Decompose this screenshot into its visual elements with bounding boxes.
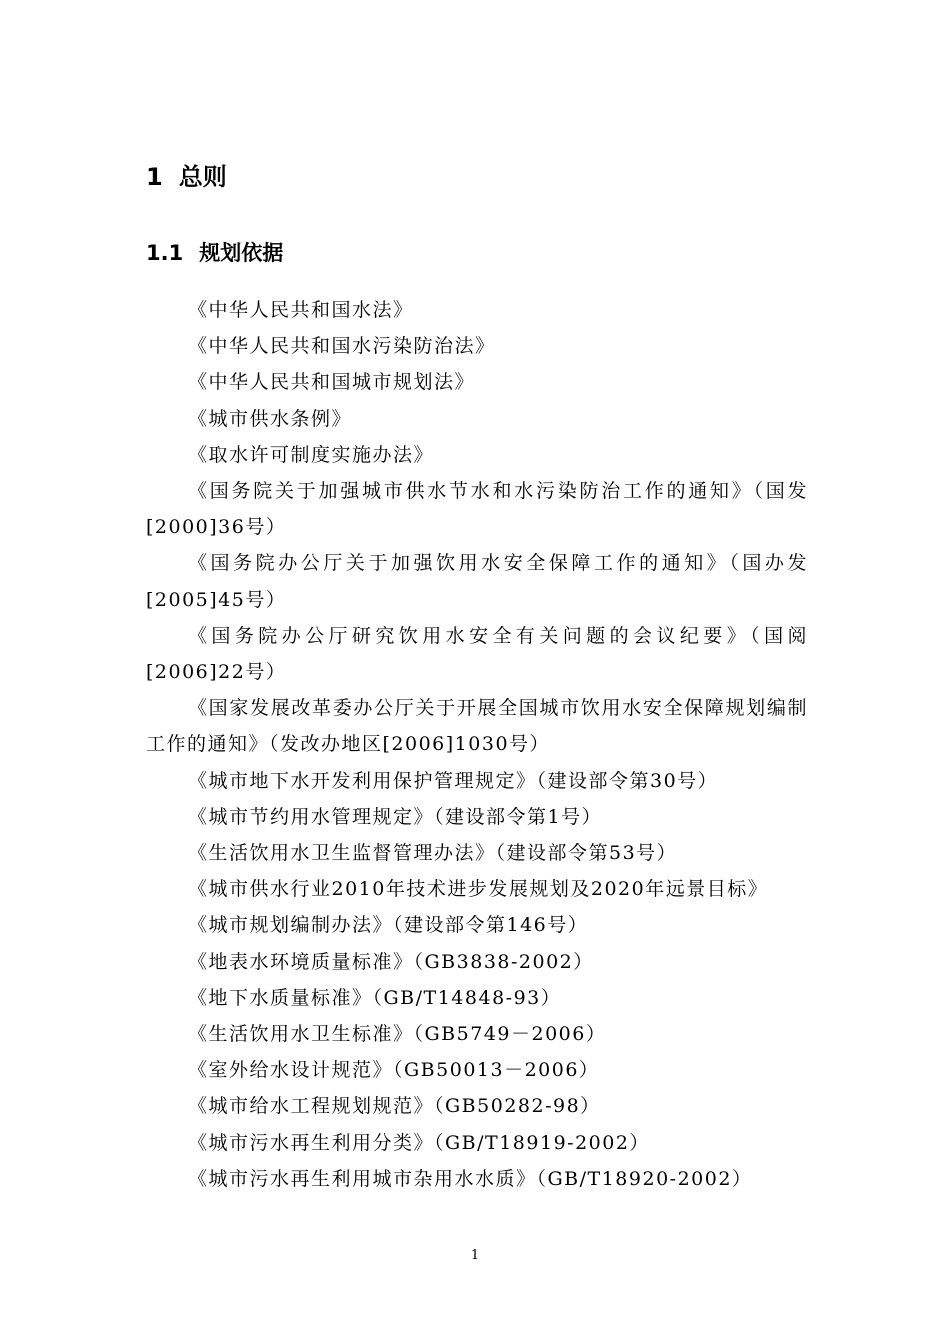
reference-item: 《城市给水工程规划规范》（GB50282-98） [188,1095,601,1118]
reference-item: 《城市污水再生利用城市杂用水水质》（GB/T18920-2002） [188,1167,753,1190]
reference-item: 《城市节约用水管理规定》（建设部令第1号） [188,805,603,828]
reference-item: 《城市供水行业2010年技术进步发展规划及2020年远景目标》 [188,878,769,901]
reference-item: 《室外给水设计规范》（GB50013－2006） [188,1059,600,1082]
reference-item: 《取水许可制度实施办法》 [188,443,435,466]
section-title: 规划依据 [199,241,284,265]
reference-item: 《地表水环境质量标准》（GB3838-2002） [188,950,594,973]
reference-item: 《国家发展改革委办公厅关于开展全国城市饮用水安全保障规划编制工作的通知》（发改办地区[2006]1030号） [146,697,808,756]
reference-list [146,292,808,1197]
reference-item: 《国务院关于加强城市供水节水和水污染防治工作的通知》（国发[2000]36号） [146,480,808,539]
reference-item: 《生活饮用水卫生监督管理办法》（建设部令第53号） [188,842,678,865]
reference-item: 《国务院办公厅研究饮用水安全有关问题的会议纪要》（国阅[2006]22号） [146,624,808,684]
reference-item: 《生活饮用水卫生标准》（GB5749－2006） [188,1023,607,1046]
reference-item: 《城市污水再生利用分类》（GB/T18919-2002） [188,1131,650,1154]
reference-item: 《城市规划编制办法》（建设部令第146号） [188,914,589,937]
chapter-title: 总则 [178,163,227,191]
reference-item: 《城市地下水开发利用保护管理规定》（建设部令第30号） [188,769,719,792]
reference-item: 《中华人民共和国水法》 [188,299,414,321]
page-number: 1 [470,1248,480,1263]
chapter-number: 1 [146,163,163,191]
reference-item: 《地下水质量标准》（GB/T14848-93） [188,986,562,1009]
section-number: 1.1 [146,241,184,265]
chapter-heading [146,160,227,194]
reference-item: 《中华人民共和国城市规划法》 [188,371,476,394]
reference-item: 《中华人民共和国水污染防治法》 [188,335,496,358]
section-heading [146,237,283,269]
reference-item: 《城市供水条例》 [188,407,353,430]
reference-item: 《国务院办公厅关于加强饮用水安全保障工作的通知》（国办发[2005]45号） [146,552,808,611]
